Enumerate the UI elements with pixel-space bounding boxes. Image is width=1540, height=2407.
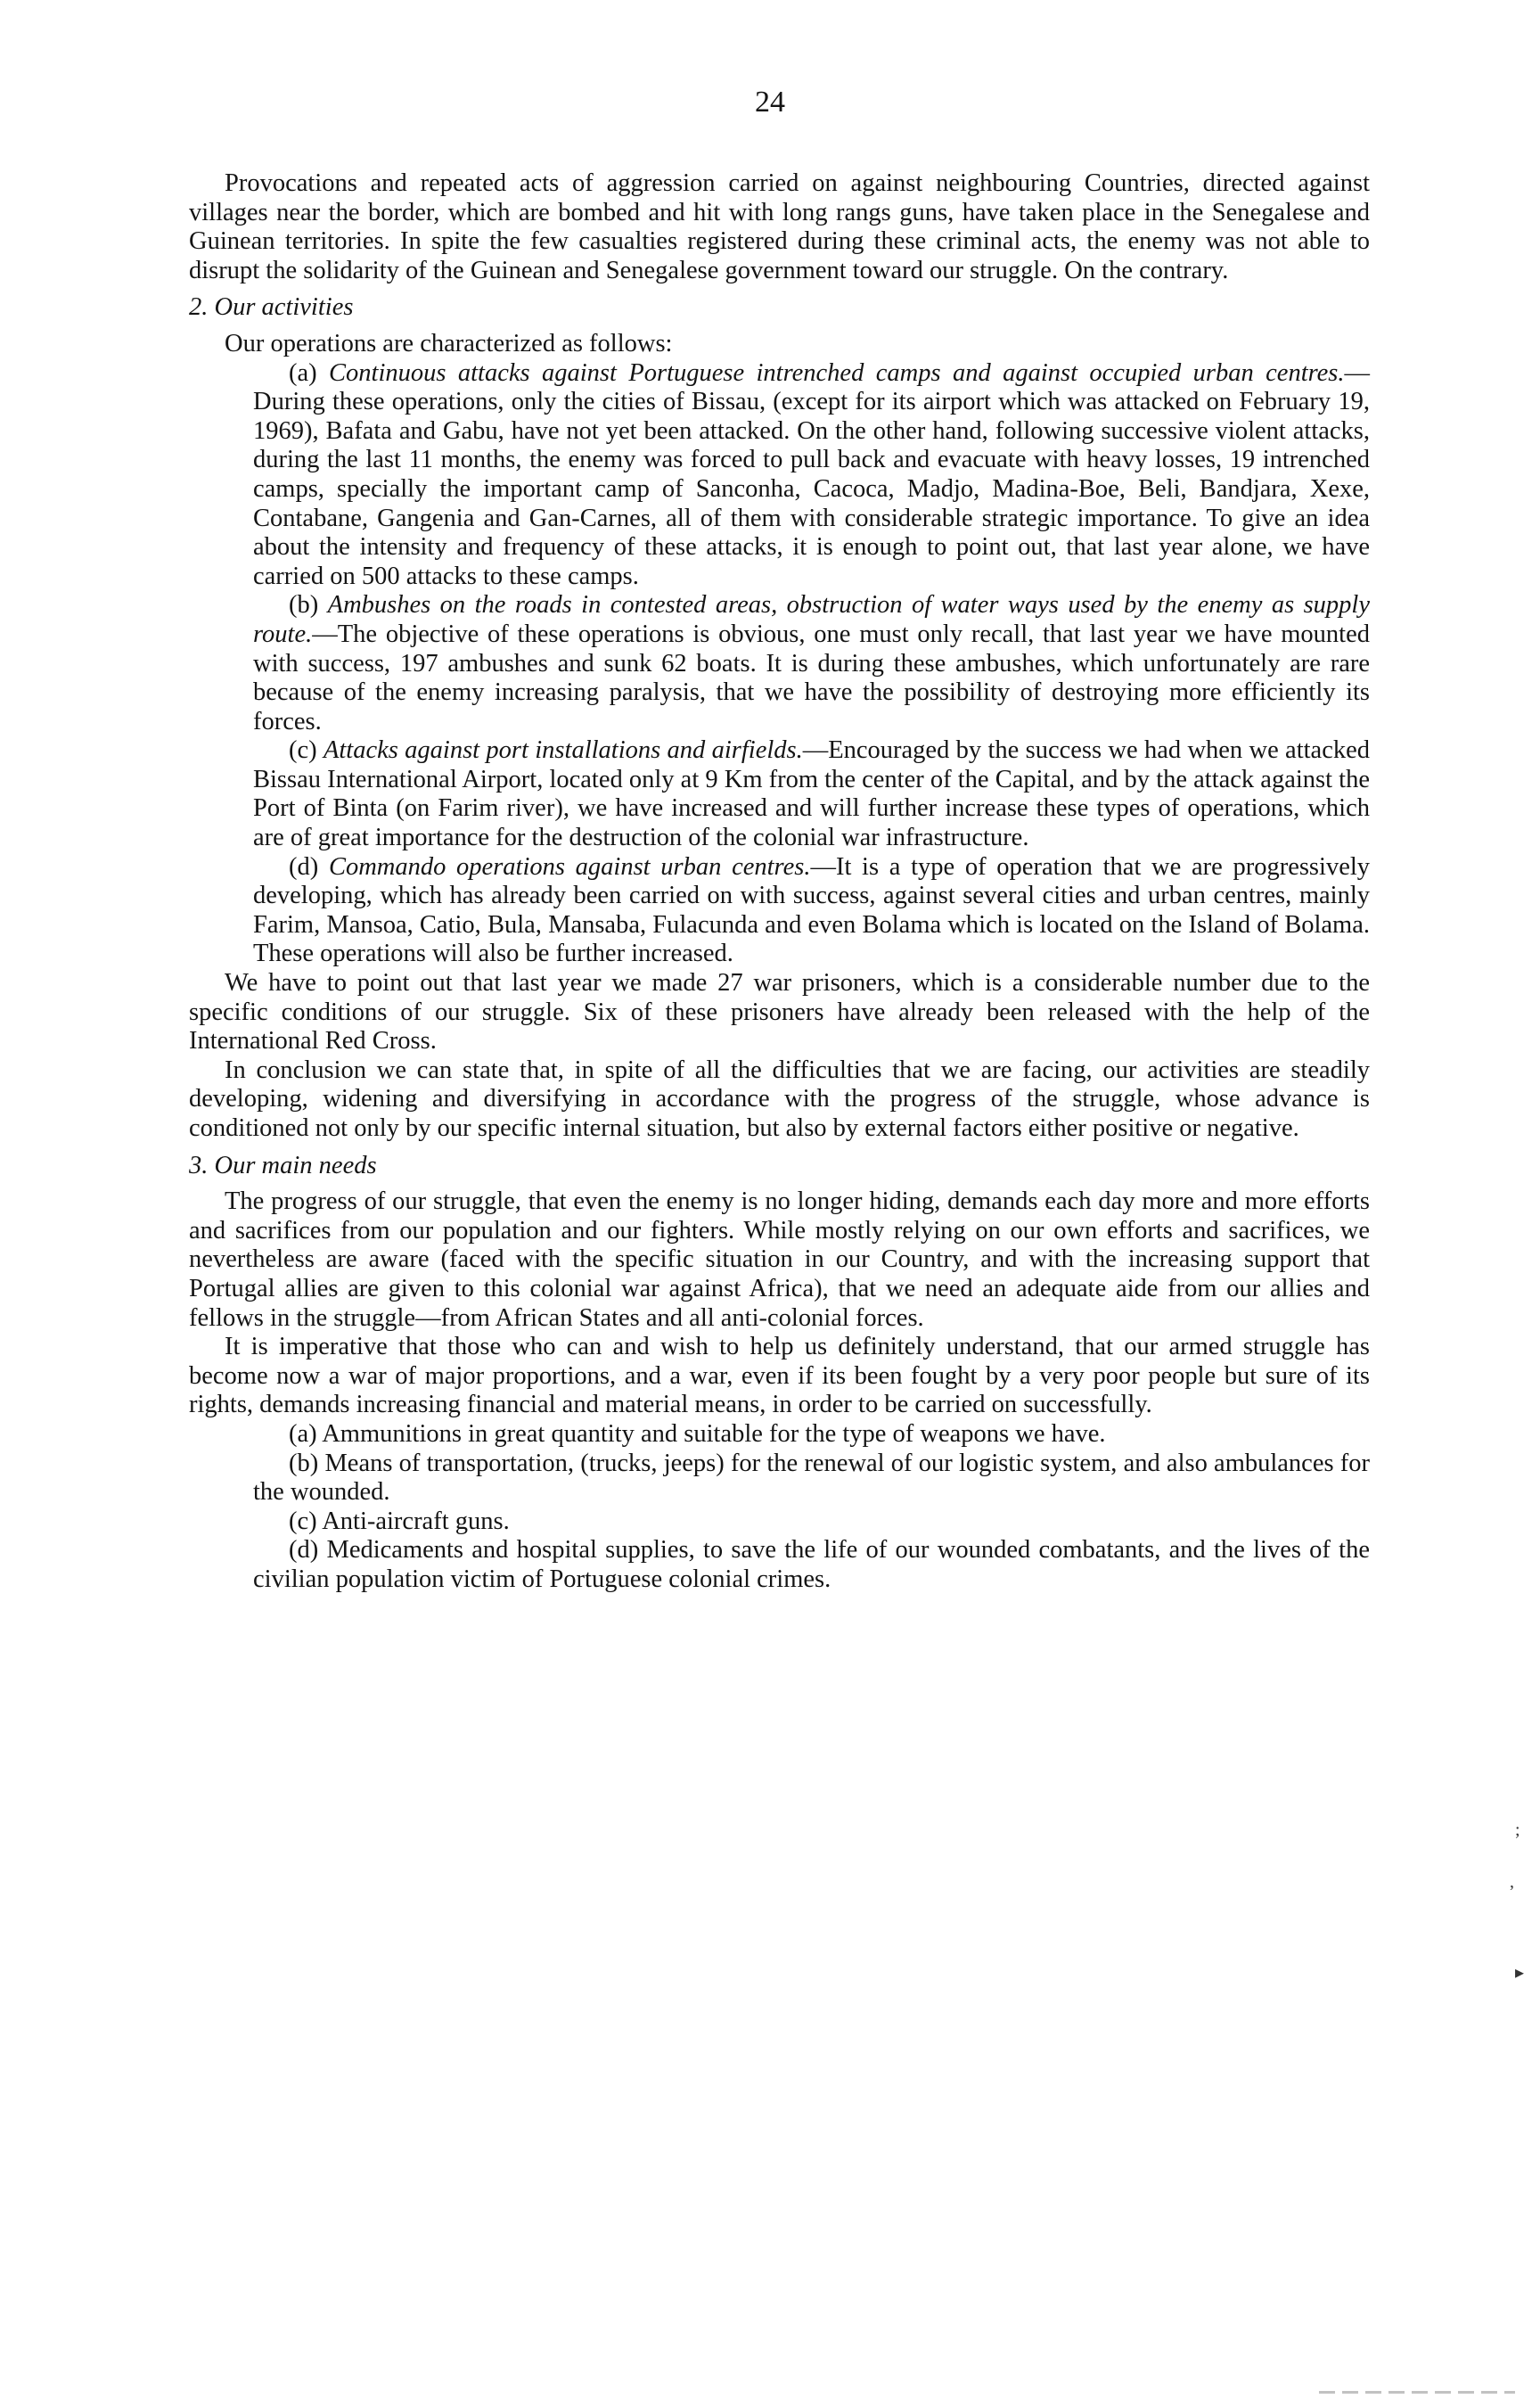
item-body: —It is a type of operation that we are progressively developing, which has already been carried on with success, against several cities and urban centres, mainly Farim, Mansoa, Catio, Bula, Mansaba, Fulacunda and even Bolama which is located on the Island of Bolama. These operations will also be further increased. xyxy=(253,852,1371,968)
scan-edge-marks xyxy=(1319,2391,1515,2394)
section-number: 3. xyxy=(189,1151,209,1179)
activity-item xyxy=(253,853,1370,969)
item-title: Ambushes on the roads in contested areas, obstruction of water ways used by the enemy as supply route. xyxy=(253,591,1370,648)
needs-paragraph-1: The progress of our struggle, that even the enemy is no longer hiding, demands each day more and more efforts and sacrifices from our population and our fighters. While mostly relying on our own efforts and sacrifices, we nevertheless are aware (faced with the specific situation in our Country, and with the increasing support that Portugal allies are given to this colonial war against Africa), that we need an adequate aide from our allies and fellows in the struggle—from African States and all anti-colonial forces. xyxy=(189,1187,1370,1332)
section-number: 2. xyxy=(189,293,209,322)
item-marker: (c) xyxy=(289,736,317,765)
section-title: Our activities xyxy=(214,293,354,322)
item-marker: (c) xyxy=(289,1507,317,1535)
item-body: —During these operations, only the cities of Bissau, (except for its airport which was attacked on February 19, 1969), Bafata and Gabu, have not yet been attacked. On the other hand, following successive violent attacks, during the last 11 months, the enemy was forced to pull back and evacuate with heavy losses, 19 intrenched camps, specially the important camp of Sanconha, Cacoca, Madjo, Madina-Boe, Beli, Bandjara, Xexe, Contabane, Gangenia and Gan-Carnes, all of them with considerable strategic importance. To give an idea about the intensity and frequency of these attacks, it is enough to point out, that last year alone, we have carried on 500 attacks to these camps. xyxy=(253,358,1371,590)
item-text: Medicaments and hospital supplies, to save the life of our wounded combatants, and the lives of the civilian population victim of Portuguese colonial crimes. xyxy=(253,1536,1370,1593)
item-text: Anti-aircraft guns. xyxy=(322,1507,510,1535)
item-marker: (d) xyxy=(289,1536,319,1565)
need-item xyxy=(253,1536,1370,1594)
need-item xyxy=(253,1450,1370,1507)
activities-lead: Our operations are characterized as follows: xyxy=(225,329,673,357)
need-item xyxy=(253,1507,1370,1537)
conclusion-paragraph: In conclusion we can state that, in spite of all the difficulties that we are facing, our activities are steadily developing, widening and diversifying in accordance with the progress of the struggle, whose advance is conditioned not only by our specific internal situation, but also by external factors either positive or negative. xyxy=(189,1056,1370,1142)
prisoners-paragraph: We have to point out that last year we made 27 war prisoners, which is a considerable number due to the specific conditions of our struggle. Six of these prisoners have already been released with the help of the International Red Cross. xyxy=(189,969,1370,1056)
page-number: 24 xyxy=(755,86,785,119)
margin-mark: , xyxy=(1510,1872,1514,1892)
item-marker: (b) xyxy=(289,1449,319,1477)
activity-item xyxy=(253,359,1370,592)
item-body: —Encouraged by the success we had when we attacked Bissau International Airport, located only at 9 Km from the center of the Capital, and by the attack against the Port of Binta (on Farim river), we have increased and will further increase these types of operations, which are of great importance for the destruction of the colonial war infrastructure. xyxy=(253,736,1370,852)
document-body xyxy=(189,169,1370,1595)
margin-mark: ▸ xyxy=(1515,1963,1525,1983)
item-marker: (d) xyxy=(289,852,319,881)
needs-paragraph-2: It is imperative that those who can and wish to help us definitely understand, that our armed struggle has become now a war of major proportions, and a war, even if its been fought by a very poor people but sure of its rights, demands increasing financial and material means, in order to be carried on successfully. xyxy=(189,1333,1370,1419)
need-item xyxy=(253,1420,1370,1450)
margin-mark: ; xyxy=(1515,1820,1520,1840)
item-text: Ammunitions in great quantity and suitable for the type of weapons we have. xyxy=(322,1419,1106,1448)
activity-item xyxy=(253,591,1370,736)
section-heading-activities xyxy=(189,293,1370,323)
item-marker: (a) xyxy=(289,1419,317,1448)
item-text: Means of transportation, (trucks, jeeps) for the renewal of our logistic system, and also ambulances for the wounded. xyxy=(253,1449,1371,1507)
item-title: Attacks against port installations and airfields. xyxy=(323,736,803,765)
activity-item xyxy=(253,736,1370,852)
intro-paragraph: Provocations and repeated acts of aggression carried on against neighbouring Countries, directed against villages near the border, which are bombed and hit with long rangs guns, have taken place in the Senegalese and Guinean territories. In spite the few casualties registered during these criminal acts, the enemy was not able to disrupt the solidarity of the Guinean and Senegalese government toward our struggle. On the contrary. xyxy=(189,169,1370,284)
item-title: Commando operations against urban centres. xyxy=(328,852,811,881)
section-title: Our main needs xyxy=(214,1151,377,1179)
item-marker: (b) xyxy=(289,591,319,620)
section-heading-needs xyxy=(189,1152,1370,1181)
item-title: Continuous attacks against Portuguese intrenched camps and against occupied urban centres. xyxy=(329,358,1345,387)
item-marker: (a) xyxy=(289,358,317,387)
item-body: —The objective of these operations is obvious, one must only recall, that last year we have mounted with success, 197 ambushes and sunk 62 boats. It is during these ambushes, which unfortunately are rare because of the enemy increasing paralysis, that we have the possibility of destroying more efficiently its forces. xyxy=(253,620,1370,735)
